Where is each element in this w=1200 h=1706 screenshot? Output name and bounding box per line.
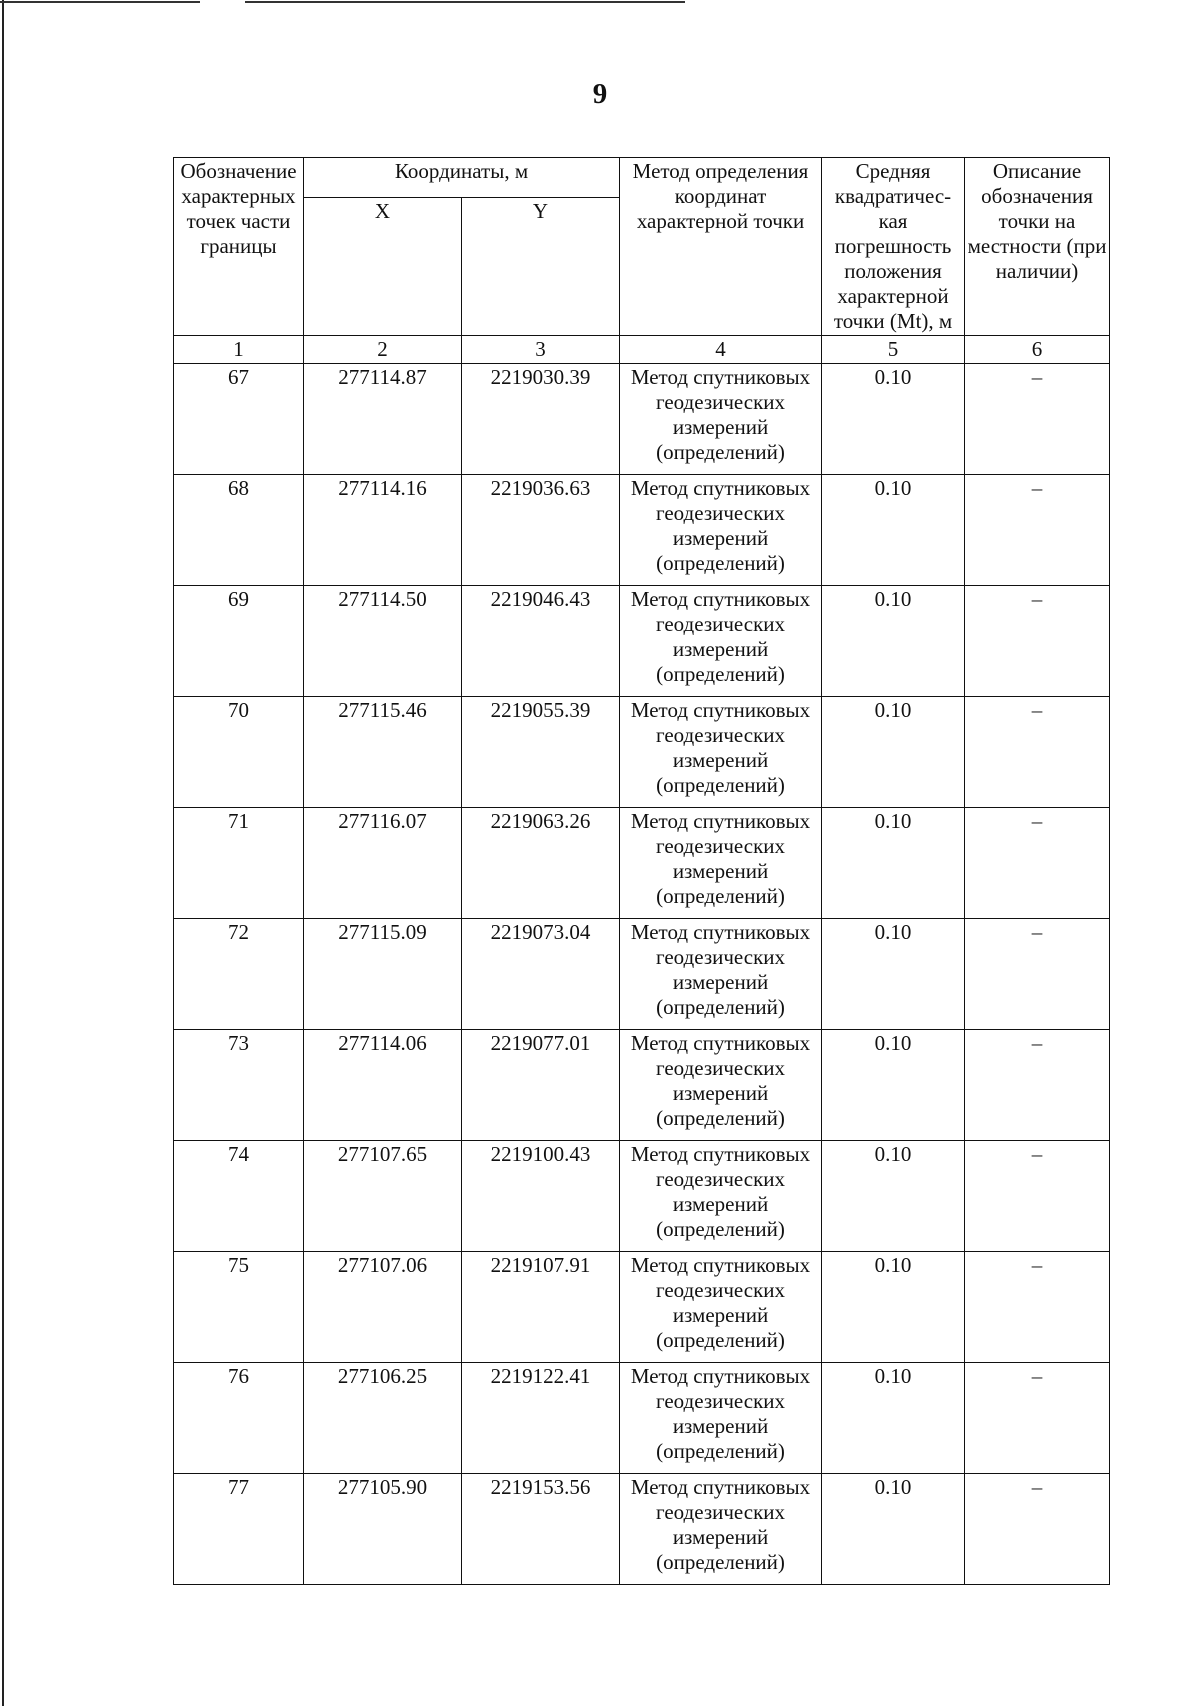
- column-number: 2: [304, 336, 462, 364]
- point-cell: 68: [174, 475, 304, 586]
- coordinates-table: [173, 157, 1110, 1585]
- column-numbers-row: [174, 336, 1110, 364]
- table-row: [174, 1474, 1110, 1585]
- x-coordinate-cell: 277114.16: [304, 475, 462, 586]
- rms-error-cell: 0.10: [822, 697, 965, 808]
- x-coordinate-cell: 277106.25: [304, 1363, 462, 1474]
- scan-edge-left: [2, 0, 4, 1706]
- column-number: 1: [174, 336, 304, 364]
- x-coordinate-cell: 277116.07: [304, 808, 462, 919]
- column-number: 4: [620, 336, 822, 364]
- description-cell: –: [965, 475, 1110, 586]
- rms-error-cell: 0.10: [822, 1474, 965, 1585]
- column-number: 6: [965, 336, 1110, 364]
- method-cell: Метод спутниковых геодезических измерений (определений): [620, 919, 822, 1030]
- rms-error-cell: 0.10: [822, 919, 965, 1030]
- point-cell: 69: [174, 586, 304, 697]
- description-cell: –: [965, 808, 1110, 919]
- rms-error-cell: 0.10: [822, 1030, 965, 1141]
- table-row: [174, 475, 1110, 586]
- x-coordinate-cell: 277114.50: [304, 586, 462, 697]
- y-coordinate-cell: 2219030.39: [462, 364, 620, 475]
- y-coordinate-cell: 2219100.43: [462, 1141, 620, 1252]
- method-cell: Метод спутниковых геодезических измерений (определений): [620, 1474, 822, 1585]
- method-cell: Метод спутниковых геодезических измерений (определений): [620, 586, 822, 697]
- description-cell: –: [965, 1030, 1110, 1141]
- point-cell: 76: [174, 1363, 304, 1474]
- rms-error-cell: 0.10: [822, 1252, 965, 1363]
- table-row: [174, 1363, 1110, 1474]
- header-y: Y: [462, 198, 620, 336]
- scan-edge-top-left: [0, 1, 200, 3]
- method-cell: Метод спутниковых геодезических измерений (определений): [620, 697, 822, 808]
- page-number: 9: [592, 78, 608, 110]
- rms-error-cell: 0.10: [822, 475, 965, 586]
- description-cell: –: [965, 364, 1110, 475]
- method-cell: Метод спутниковых геодезических измерений (определений): [620, 1252, 822, 1363]
- y-coordinate-cell: 2219073.04: [462, 919, 620, 1030]
- header-designation: Обозначение характерных точек части границы: [174, 158, 304, 336]
- point-cell: 77: [174, 1474, 304, 1585]
- description-cell: –: [965, 1474, 1110, 1585]
- rms-error-cell: 0.10: [822, 586, 965, 697]
- y-coordinate-cell: 2219107.91: [462, 1252, 620, 1363]
- description-cell: –: [965, 1141, 1110, 1252]
- table-row: [174, 364, 1110, 475]
- point-cell: 71: [174, 808, 304, 919]
- header-description: Описание обозначения точки на местности (при наличии): [965, 158, 1110, 336]
- method-cell: Метод спутниковых геодезических измерений (определений): [620, 1141, 822, 1252]
- method-cell: Метод спутниковых геодезических измерений (определений): [620, 808, 822, 919]
- header-row: [174, 158, 1110, 198]
- description-cell: –: [965, 919, 1110, 1030]
- y-coordinate-cell: 2219077.01: [462, 1030, 620, 1141]
- method-cell: Метод спутниковых геодезических измерений (определений): [620, 364, 822, 475]
- x-coordinate-cell: 277114.87: [304, 364, 462, 475]
- rms-error-cell: 0.10: [822, 1363, 965, 1474]
- description-cell: –: [965, 1252, 1110, 1363]
- table-row: [174, 586, 1110, 697]
- x-coordinate-cell: 277115.09: [304, 919, 462, 1030]
- table-row: [174, 1030, 1110, 1141]
- table-row: [174, 1252, 1110, 1363]
- y-coordinate-cell: 2219063.26: [462, 808, 620, 919]
- y-coordinate-cell: 2219046.43: [462, 586, 620, 697]
- point-cell: 74: [174, 1141, 304, 1252]
- point-cell: 70: [174, 697, 304, 808]
- method-cell: Метод спутниковых геодезических измерений (определений): [620, 475, 822, 586]
- x-coordinate-cell: 277107.65: [304, 1141, 462, 1252]
- scan-edge-top-center: [245, 1, 685, 3]
- y-coordinate-cell: 2219153.56: [462, 1474, 620, 1585]
- y-coordinate-cell: 2219122.41: [462, 1363, 620, 1474]
- column-number: 5: [822, 336, 965, 364]
- rms-error-cell: 0.10: [822, 808, 965, 919]
- table-row: [174, 808, 1110, 919]
- rms-error-cell: 0.10: [822, 1141, 965, 1252]
- point-cell: 75: [174, 1252, 304, 1363]
- x-coordinate-cell: 277115.46: [304, 697, 462, 808]
- description-cell: –: [965, 1363, 1110, 1474]
- point-cell: 72: [174, 919, 304, 1030]
- header-coordinates: Координаты, м: [304, 158, 620, 198]
- point-cell: 73: [174, 1030, 304, 1141]
- y-coordinate-cell: 2219036.63: [462, 475, 620, 586]
- header-rms-error: Средняя квадратичес-кая погрешность положения характерной точки (Mt), м: [822, 158, 965, 336]
- header-x: X: [304, 198, 462, 336]
- description-cell: –: [965, 697, 1110, 808]
- table-row: [174, 919, 1110, 1030]
- method-cell: Метод спутниковых геодезических измерений (определений): [620, 1030, 822, 1141]
- point-cell: 67: [174, 364, 304, 475]
- y-coordinate-cell: 2219055.39: [462, 697, 620, 808]
- x-coordinate-cell: 277107.06: [304, 1252, 462, 1363]
- x-coordinate-cell: 277105.90: [304, 1474, 462, 1585]
- column-number: 3: [462, 336, 620, 364]
- table-row: [174, 1141, 1110, 1252]
- rms-error-cell: 0.10: [822, 364, 965, 475]
- table-row: [174, 697, 1110, 808]
- method-cell: Метод спутниковых геодезических измерений (определений): [620, 1363, 822, 1474]
- description-cell: –: [965, 586, 1110, 697]
- x-coordinate-cell: 277114.06: [304, 1030, 462, 1141]
- header-method: Метод определения координат характерной точки: [620, 158, 822, 336]
